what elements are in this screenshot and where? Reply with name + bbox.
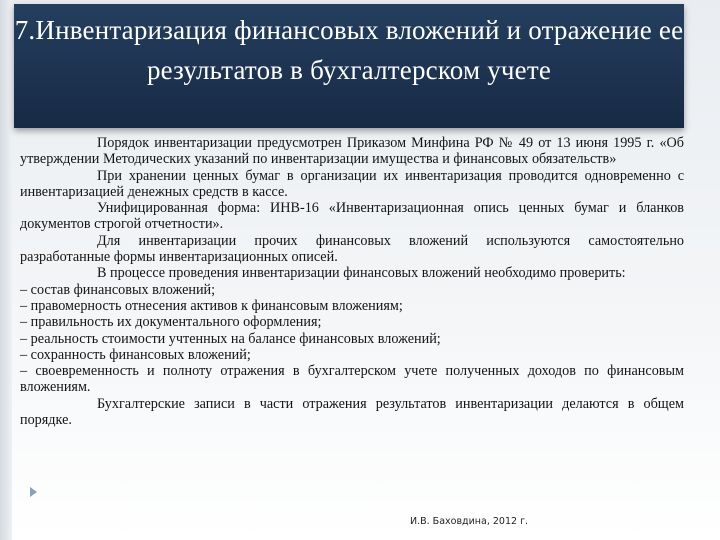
paragraph-records: Бухгалтерские записи в части отражения результатов инвентаризации делаются в общем порядке. [20,395,684,429]
list-item: – сохранность финансовых вложений; [20,346,251,363]
list-item: – реальность стоимости учтенных на балансе финансовых вложений; [20,330,441,347]
title-banner [14,4,684,128]
paragraph-order: Порядок инвентаризации предусмотрен Приказом Минфина РФ № 49 от 13 июня 1995 г. «Об утверждении Методических указаний по инвентаризации имущества и финансовых обязательств» [20,135,684,168]
paragraph-other-forms: Для инвентаризации прочих финансовых вложений используются самостоятельно разработанные формы инвентаризационных описей. [20,232,684,266]
list-item: – правильность их документального оформления; [20,314,322,331]
author-credit: И.В. Баховдина, 2012 г. [410,516,529,527]
paragraph-check-intro: В процессе проведения инвентаризации финансовых вложений необходимо проверить: [97,265,626,282]
paragraph-storage: При хранении ценных бумаг в организации их инвентаризация проводится одновременно с инвентаризацией денежных средств в кассе. [20,167,684,200]
slide-title: 7.Инвентаризация финансовых вложений и отражение ее результатов в бухгалтерском учете [14,15,684,85]
left-rail-decoration [0,0,12,540]
paragraph-form: Унифицированная форма: ИНВ-16 «Инвентаризационная опись ценных бумаг и бланков документов строгой отчетности». [20,200,684,233]
slide-body [20,135,684,428]
list-item: – своевременность и полноту отражения в бухгалтерском учете полученных доходов по финансовым вложениям. [20,363,684,396]
list-item: – правомерность отнесения активов к финансовым вложениям; [20,297,403,314]
triangle-arrow-icon [30,487,37,497]
list-item: – состав финансовых вложений; [20,281,216,298]
